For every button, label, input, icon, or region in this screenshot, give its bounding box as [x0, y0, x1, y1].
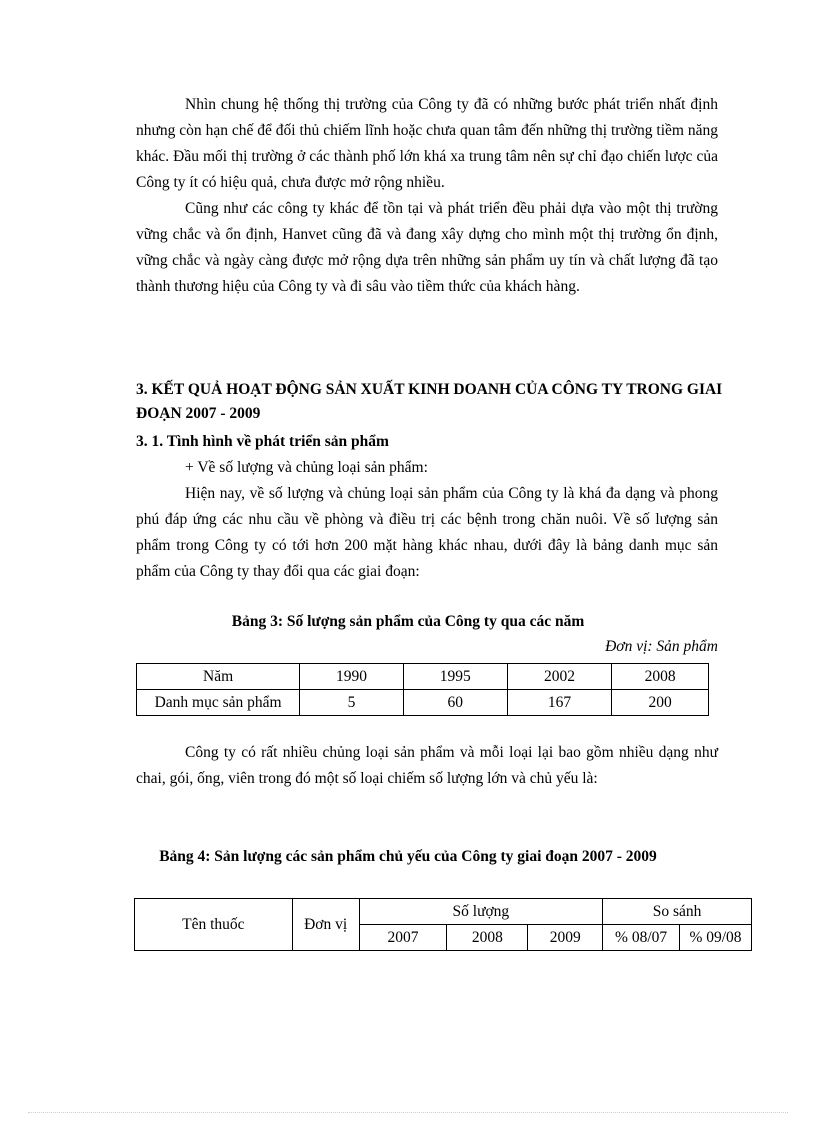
table-cell: 167 — [507, 690, 612, 716]
table4-caption: Bảng 4: Sản lượng các sản phẩm chủ yếu của Công ty giai đoạn 2007 - 2009 — [159, 848, 657, 865]
table4-main-products — [134, 898, 752, 951]
paragraph-product-variety: Hiện nay, về số lượng và chủng loại sản phẩm của Công ty là khá đa dạng và phong phú đáp ứng các nhu cầu về phòng và điều trị các bệnh trong chăn nuôi. Về số lượng sản phẩm trong Công ty có tới hơn 200 mặt hàng khác nhau, dưới đây là bảng danh mục sản phẩm của Công ty thay đổi qua các giai đoạn: — [136, 485, 718, 580]
table-header-cell: % 09/08 — [680, 925, 752, 951]
table-cell: 60 — [403, 690, 507, 716]
table-cell: Năm — [137, 664, 300, 690]
paragraph-hanvet-market: Cũng như các công ty khác để tồn tại và phát triển đều phải dựa vào một thị trường vững chắc và ổn định, Hanvet cũng đã và đang xây dựng cho mình một thị trường ổn định, vững chắc và ngày càng được mở rộng dựa trên những sản phẩm uy tín và chất lượng đã tạo thành thương hiệu của Công ty và đi sâu vào tiềm thức của khách hàng. — [136, 200, 718, 295]
table-header-cell: 2009 — [528, 925, 603, 951]
page-bottom-rule — [28, 1112, 788, 1113]
table-cell: 1995 — [403, 664, 507, 690]
table3-caption: Bảng 3: Số lượng sản phẩm của Công ty qua các năm — [231, 613, 585, 630]
table-header-cell: Số lượng — [359, 899, 603, 925]
main-products-paragraph-wrap — [136, 740, 718, 792]
table-header-cell: 2007 — [359, 925, 447, 951]
table-row — [137, 664, 709, 690]
paragraph-product-type-label: + Về số lượng và chủng loại sản phẩm: — [185, 459, 428, 476]
table-cell: 1990 — [300, 664, 404, 690]
table3-unit: Đơn vị: Sản phẩm — [605, 638, 718, 655]
table-cell: Danh mục sản phẩm — [137, 690, 300, 716]
intro-paragraphs — [136, 92, 718, 300]
table-header-cell: Đơn vị — [292, 899, 359, 951]
paragraph-main-products: Công ty có rất nhiều chủng loại sản phẩm và mỗi loại lại bao gồm nhiều dạng như chai, gói, ống, viên trong đó một số loại chiếm số lượng lớn và chủ yếu là: — [136, 744, 718, 787]
product-paragraphs — [136, 455, 718, 585]
table-cell: 200 — [612, 690, 709, 716]
table-cell: 5 — [300, 690, 404, 716]
table-header-cell: 2008 — [447, 925, 528, 951]
table-header-cell: Tên thuốc — [135, 899, 293, 951]
table-row — [137, 690, 709, 716]
table-row — [135, 899, 752, 925]
table-header-cell: So sánh — [603, 899, 752, 925]
section-heading-3-1: 3. 1. Tình hình về phát triển sản phẩm — [136, 433, 389, 450]
table-header-cell: % 08/07 — [603, 925, 680, 951]
table3-product-count — [136, 663, 709, 716]
section-heading-3: 3. KẾT QUẢ HOẠT ĐỘNG SẢN XUẤT KINH DOANH CỦA CÔNG TY TRONG GIAI ĐOẠN 2007 - 2009 — [136, 381, 723, 422]
table-cell: 2002 — [507, 664, 612, 690]
paragraph-market-overview: Nhìn chung hệ thống thị trường của Công ty đã có những bước phát triển nhất định nhưng còn hạn chế để đối thủ chiếm lĩnh hoặc chưa quan tâm đến những thị trường tiềm năng khác. Đầu mối thị trường ở các thành phố lớn khá xa trung tâm nên sự chỉ đạo chiến lược của Công ty ít có hiệu quả, chưa được mở rộng nhiều. — [136, 96, 718, 191]
table-cell: 2008 — [612, 664, 709, 690]
